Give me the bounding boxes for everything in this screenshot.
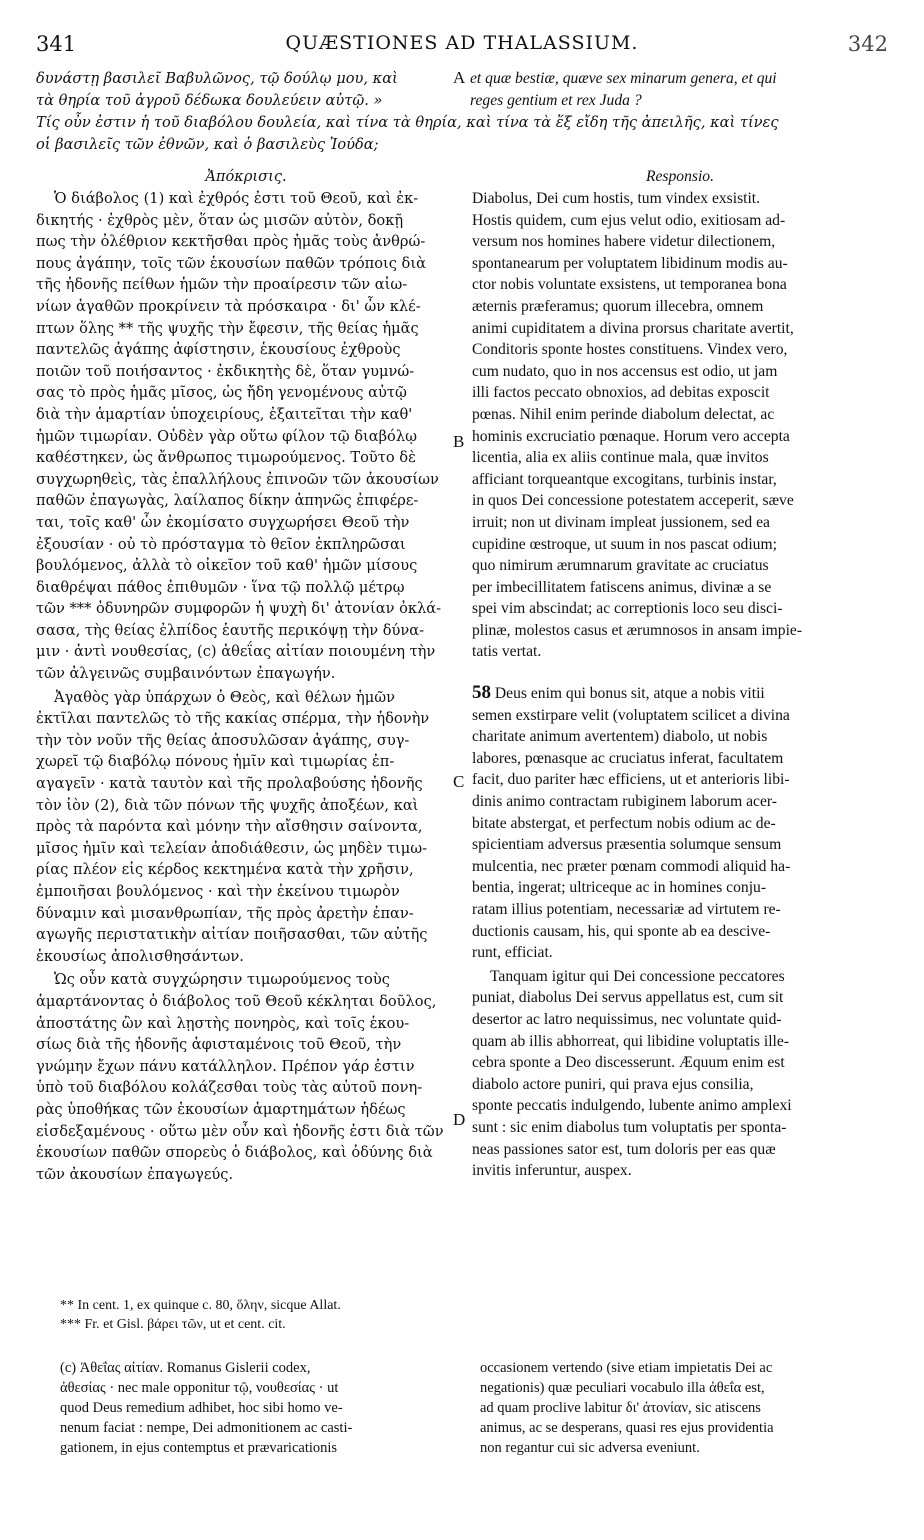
page-number-right: 342	[847, 32, 888, 56]
footnote-line: non regantur cui sic adversa eveniunt.	[480, 1440, 700, 1456]
greek-line: ἐμποιῆσαι βουλόμενος · καὶ τὴν ἐκείνου τιμωρὸν	[36, 883, 400, 900]
margin-marker-d: D	[453, 1110, 466, 1129]
greek-line: συγχωρηθεὶς, τὰς ἐπαλλήλους ἐπινοῶν τῶν ἀκουσίων	[36, 470, 439, 488]
latin-line: quo nimirum ærumnarum gravitate ac cruciatus	[472, 557, 769, 575]
question-latin-line: reges gentium et rex Juda ?	[470, 91, 642, 109]
latin-line: spicientiam adversus præsentia solumque sensum	[472, 836, 782, 854]
question-latin	[470, 68, 890, 111]
question-full	[36, 112, 896, 155]
greek-line: παντελῶς ἀγάπης ἀφίστησιν, ἑκουσίους ἐχθροὺς	[36, 341, 401, 359]
footnote-line: ἀθεσίας · nec male opponitur τῷ, νουθεσίας · ut	[60, 1380, 339, 1396]
running-title: QUÆSTIONES AD THALASSIUM.	[285, 32, 639, 54]
question-full-line: οἱ βασιλεῖς τῶν ἐθνῶν, καὶ ὁ βασιλεὺς Ἰούδα;	[36, 135, 379, 153]
question-latin-line: et quæ bestiæ, quæve sex minarum genera, et qui	[470, 70, 777, 87]
footnote-line: (c) Ἀθεΐας αἰτίαν. Romanus Gislerii codex,	[60, 1360, 311, 1376]
latin-line: spei vim abscindat; ac correptionis loco seu disci-	[472, 600, 783, 618]
greek-line: ἁμαρτάνοντας ὁ διάβολος τοῦ Θεοῦ κέκληται δοῦλος,	[36, 992, 437, 1010]
greek-line: παθῶν ἐπαγωγὰς, λαίλαπος δίκην ἀπηνῶς ἐπιφέρε-	[36, 492, 419, 510]
latin-line: afficiant torqueantque excogitans, turbinis instar,	[472, 470, 777, 488]
greek-line: Ἀγαθὸς γὰρ ὑπάρχων ὁ Θεὸς, καὶ θέλων ἡμῶν	[54, 688, 395, 706]
running-header	[0, 32, 924, 62]
greek-line: πρὸς τὰ παρόντα καὶ μόνην τὴν αἴσθησιν σαίνοντα,	[36, 818, 423, 836]
latin-line: cebra sponte a Deo discesserunt. Æquum enim est	[472, 1054, 785, 1072]
latin-line: spontanearum per voluptatem libidinum modis au-	[472, 254, 788, 272]
greek-line: Ὁ διάβολος (1) καὶ ἐχθρός ἐστι τοῦ Θεοῦ, καὶ ἐκ-	[54, 190, 419, 207]
greek-line: διὰ τὴν ἁμαρτίαν ὑποχειρίους, ἐξαιτεῖται τὴν καθ'	[36, 405, 413, 423]
latin-line: Deus enim qui bonus sit, atque a nobis vitii	[494, 685, 765, 703]
greek-line: ὑπὸ τοῦ διαβόλου κολάζεσθαι τοὺς τὰς αὐτοῦ πονη-	[36, 1079, 423, 1097]
greek-column	[36, 188, 456, 1185]
greek-line: πτων ὅλης ** τῆς ψυχῆς τὴν ἔφεσιν, τῆς θείας ἡμᾶς	[36, 319, 419, 337]
greek-line: δικητής · ἐχθρὸς μὲν, ὅταν ὡς μισῶν αὐτὸν, δοκῇ	[36, 211, 404, 229]
greek-line: μῖσος ἡμῖν καὶ τελείαν ἀποδιάθεσιν, ὡς μηδὲν τιμω-	[36, 839, 428, 857]
question-greek-line: δυνάστῃ βασιλεῖ Βαβυλῶνος, τῷ δούλῳ μου, καὶ	[36, 70, 398, 87]
footnote-line: nenum faciat : nempe, Dei admonitionem ac casti-	[60, 1420, 353, 1436]
footnote-right	[480, 1358, 900, 1458]
latin-line: cupidine œstroque, ut suum in nos pascat odium;	[472, 535, 777, 553]
latin-line: hominis excruciatio pœnaque. Horum vero accepta	[472, 427, 790, 445]
variant-note: ** In cent. 1, ex quinque c. 80, ὅλην, sicque Allat.	[60, 1298, 341, 1313]
greek-paragraph-1	[36, 188, 456, 685]
latin-line: bitate abstergat, et perfectum nobis odium ac de-	[472, 814, 776, 832]
greek-line: ἑκουσίων παθῶν σπορεὺς ὁ διάβολος, καὶ ὀδύνης διὰ	[36, 1144, 433, 1162]
latin-line: ductionis causam, his, qui sponte ab ea descive-	[472, 922, 771, 940]
greek-line: διαθρέψαι πάθος ἐπιθυμῶν · ἵνα τῷ πολλῷ μέτρῳ	[36, 578, 405, 596]
latin-column	[472, 188, 892, 1182]
latin-line: mulcentia, nec præter pœnam commodi aliquid ha-	[472, 857, 791, 875]
latin-line: desertor ac latro nequissimus, nec voluntate quid-	[472, 1010, 782, 1028]
greek-line: ἑκουσίως ἀπολισθησάντων.	[36, 947, 244, 965]
question-greek	[36, 68, 456, 111]
latin-line: licentia, alia ex aliis continue mala, quæ invitos	[472, 449, 769, 467]
greek-paragraph-3	[36, 969, 456, 1185]
latin-line: per imbecillitatem fatiscens animus, divinæ a se	[472, 578, 772, 596]
greek-line: τὸν ἰὸν (2), διὰ τῶν πόνων τῆς ψυχῆς ἀποξέων, καὶ	[36, 796, 419, 814]
latin-line: semen exstirpare velit (voluptatem scilicet a divina	[472, 706, 790, 724]
variant-note: *** Fr. et Gisl. βάρει τῶν, ut et cent. cit.	[60, 1317, 286, 1332]
footnote-line: negationis) quæ peculiari vocabulo illa ἀθεΐα est,	[480, 1380, 765, 1396]
greek-line: τῶν ἀκουσίων ἐπαγωγεύς.	[36, 1165, 234, 1183]
footnote-line: animus, ac se desperans, quasi res ejus providentia	[480, 1420, 774, 1436]
latin-line: animi cupiditatem a divina prorsus charitate avertit,	[472, 319, 794, 337]
latin-line: æternis præferamus; quorum illecebra, omnem	[472, 297, 764, 315]
latin-line: labores, pœnasque ac cruciatus inferat, facultatem	[472, 749, 784, 767]
footnote-line: occasionem vertendo (sive etiam impietatis Dei ac	[480, 1360, 773, 1376]
latin-paragraph-3	[472, 966, 892, 1182]
greek-line: ται, τοῖς καθ' ὧν ἐκομίσατο συγχωρήσει Θεοῦ τὴν	[36, 513, 410, 531]
latin-line: invitis inferuntur, auspex.	[472, 1162, 632, 1180]
footnote-line: gationem, in ejus contemptus et prævaricationis	[60, 1440, 338, 1456]
greek-line: ρίας πλέον εἰς κέρδος κεκτημένα κατὰ τὴν χρῆσιν,	[36, 861, 414, 879]
latin-line: bentia, ingerat; ultriceque ac in homines conju-	[472, 879, 767, 897]
latin-line: charitate animum avertentem) diabolo, ut nobis	[472, 728, 768, 746]
heading-greek: Ἀπόκρισις.	[205, 168, 287, 185]
footnote-line: ad quam proclive labitur δι' ἀτονίαν, sic atiscens	[480, 1400, 761, 1416]
latin-line: sunt : sic enim diabolus tum voluptatis per sponta-	[472, 1118, 787, 1136]
latin-line: illi factos peccato obnoxios, ad debitas exposcit	[472, 384, 770, 402]
heading-latin: Responsio.	[645, 168, 714, 185]
latin-line: sponte peccatis indulgendo, lubente animo amplexi	[472, 1097, 792, 1115]
latin-line: tatis vertat.	[472, 643, 542, 661]
latin-line: runt, efficiat.	[472, 944, 553, 962]
margin-marker-b: B	[453, 432, 465, 451]
greek-line: τῆς ἡδονῆς πείθων ἡμῶν τὴν προαίρεσιν τῶν αἰω-	[36, 276, 408, 294]
latin-paragraph-1	[472, 188, 892, 663]
latin-line: Hostis quidem, cum ejus velut odio, exitiosam ad-	[472, 211, 786, 229]
greek-line: ἀποστάτης ὢν καὶ λῃστὴς πονηρὸς, καὶ τοῖς ἑκου-	[36, 1014, 410, 1032]
greek-paragraph-2	[36, 687, 456, 968]
greek-line: βουλόμενος, ἀλλὰ τὸ οἰκεῖον τοῦ καθ' ἡμῶν μίσους	[36, 557, 418, 575]
greek-line: χωρεῖ τῷ διαβόλῳ πόνους ἡμῖν καὶ τιμωρίας ἐπ-	[36, 753, 395, 771]
latin-paragraph-2	[472, 682, 892, 964]
greek-line: τῶν ἀλγεινῶς συμβαινόντων ἐπαγωγήν.	[36, 665, 336, 683]
latin-line: ratam illius potentiam, necessariæ ad virtutem re-	[472, 901, 781, 918]
greek-line: αγωγῆς περιστατικὴν αἰτίαν ποιῆσασθαι, τῶν αὐτῆς	[36, 926, 428, 944]
footnote-left	[60, 1358, 470, 1458]
latin-line: pœnas. Nihil enim perinde diabolum delectat, ac	[472, 405, 775, 423]
latin-line: facit, duo pariter hæc efficiens, ut et anterioris libi-	[472, 771, 790, 789]
margin-marker-a: A	[453, 68, 466, 87]
greek-line: μιν · ἀντὶ νουθεσίας, (c) ἀθεΐας αἰτίαν ποιουμένη τὴν	[36, 643, 436, 661]
greek-line: νίων ἀγαθῶν προκρίνειν τὰ πρόσκαιρα · δι' ὧν κλέ-	[36, 297, 421, 315]
greek-line: αγαγεῖν · κατὰ ταυτὸν καὶ τῆς προλαβούσης ἡδονῆς	[36, 775, 423, 793]
greek-line: δύναμιν καὶ μισανθρωπίαν, τῆς πρὸς ἀρετὴν ἐπαν-	[36, 904, 414, 922]
latin-line: Tanquam igitur qui Dei concessione peccatores	[490, 967, 785, 985]
greek-line: εἰσδεξαμένους · οὕτω μὲν οὖν καὶ ἡδονῆς ἐστι διὰ τῶν	[36, 1122, 444, 1140]
latin-line: ctor nobis voluntate exsistens, ut temporanea bona	[472, 276, 787, 294]
greek-line: ρὰς ὑποθήκας τῶν ἑκουσίων ἁμαρτημάτων ἡδέως	[36, 1100, 406, 1118]
greek-line: σας τὸ πρὸς ἡμᾶς μῖσος, ὡς ἤδη γενομένους αὐτῷ	[36, 384, 407, 402]
greek-line: τῶν *** ὀδυνηρῶν συμφορῶν ἡ ψυχὴ δι' ἀτονίαν ὀκλά-	[36, 600, 442, 618]
latin-line: plinæ, molestos casus et ærumnosos in ansam impie-	[472, 621, 803, 639]
question-greek-line: τὰ θηρία τοῦ ἀγροῦ δέδωκα δουλεύειν αὐτῷ. »	[36, 91, 383, 109]
footnote-line: quod Deus remedium adhibet, hoc sibi homo ve-	[60, 1400, 343, 1416]
greek-line: γνώμην ἔχων πάνυ κατάλληλον. Πρέπον γάρ ἐστιν	[36, 1057, 415, 1075]
variant-notes	[60, 1296, 900, 1334]
greek-line: ἐξουσίαν · οὐ τὸ πρόσταγμα τὸ θεῖον ἐκπληρῶσαι	[36, 535, 406, 553]
greek-line: πως τὴν ὀλέθριον κεκτῆσθαι πρὸς ἡμᾶς τοὺς ἀνθρώ-	[36, 233, 426, 251]
page-number-left: 341	[36, 32, 77, 56]
latin-line: dinis animo contractam rubiginem laborum acer-	[472, 793, 777, 811]
greek-line: ποιῶν τοῦ ποιήσαντος · ἐκδικητὴς δὲ, ὅταν γυμνώ-	[36, 362, 415, 380]
latin-line: irruit; non ut divinam impleat jussionem, sed ea	[472, 513, 770, 531]
latin-line: versum nos homines habere videtur dilectionem,	[472, 233, 776, 251]
greek-line: ἡμῶν τιμωρίαν. Οὐδὲν γὰρ οὕτω φίλον τῷ διαβόλῳ	[36, 427, 417, 445]
greek-line: πους ἀγάπην, τοῖς τῶν ἑκουσίων παθῶν τρόποις διὰ	[36, 254, 426, 272]
latin-line: Conditoris sponte hostes constituens. Vindex vero,	[472, 341, 788, 359]
greek-line: Ὡς οὖν κατὰ συγχώρησιν τιμωρούμενος τοὺς	[54, 971, 390, 989]
margin-marker-c: C	[453, 772, 465, 791]
greek-line: τὴν τὸν νοῦν τῆς θείας ἀποσυλῶσαν ἀγάπης, συγ-	[36, 731, 410, 749]
latin-line: cum nudato, quo in nos accensus est odio, ut jam	[472, 362, 778, 380]
greek-line: σασα, τὴς θείας ἐλπίδος ἑαυτῆς περικόψῃ τὴν δύνα-	[36, 621, 425, 639]
latin-line: Diabolus, Dei cum hostis, tum vindex exsistit.	[472, 190, 761, 207]
latin-line: neas passiones sator est, tum doloris per eas quæ	[472, 1140, 776, 1158]
greek-line: καθέστηκεν, ὡς ἄνθρωπος τιμωρούμενος. Τοῦτο δὲ	[36, 449, 416, 467]
question-full-line: Τίς οὖν ἐστιν ἡ τοῦ διαβόλου δουλεία, καὶ τίνα τὰ θηρία, καὶ τίνα τὰ ἕξ εἴδη τῆς ἀπειλῆς, καὶ τίνες	[36, 114, 779, 131]
latin-line: in quos Dei concessione potestatem acceperit, sæve	[472, 492, 794, 510]
latin-line: diabolo actore puniri, qui prava ejus consilia,	[472, 1075, 754, 1093]
greek-line: σίως διὰ τῆς ἡδονῆς ἀφισταμένοις τοῦ Θεοῦ, τὴν	[36, 1036, 402, 1054]
latin-line: quam ab illis abhorreat, qui libidine voluptatis ille-	[472, 1032, 790, 1050]
latin-line: puniat, diabolus Dei servus appellatus est, cum sit	[472, 989, 784, 1007]
greek-line: ἐκτῖλαι παντελῶς τὸ τῆς κακίας σπέρμα, τὴν ἡδονὴν	[36, 710, 430, 728]
column-number: 58	[472, 682, 491, 704]
